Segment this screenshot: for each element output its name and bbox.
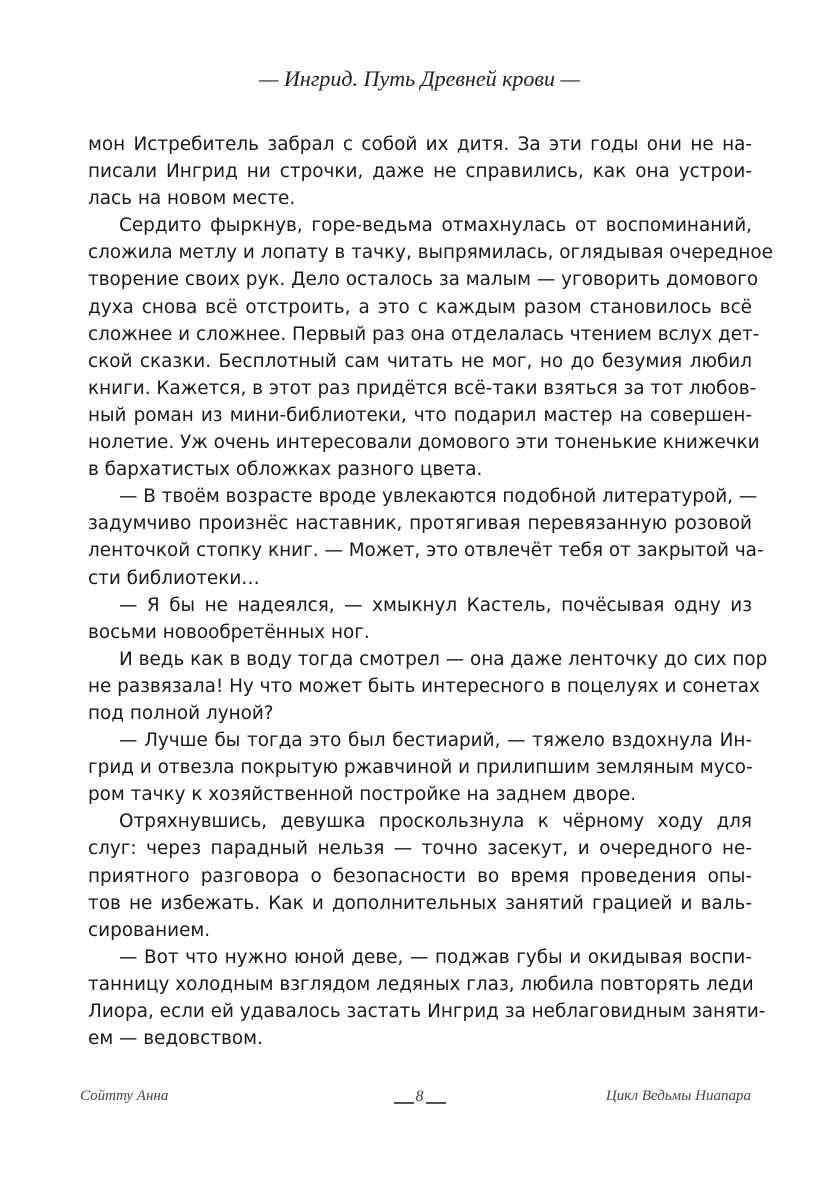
text-line: восьми новообретённых ног. <box>88 621 370 643</box>
footer-author: Сойтту Анна <box>80 1088 169 1104</box>
dash-left <box>394 1102 414 1104</box>
text-line: — Я бы не надеялся, — хмыкнул Кастель, почёсывая одну из <box>119 594 752 616</box>
text-line: задумчиво произнёс наставник, протягивая перевязанную розовой <box>88 513 752 535</box>
text-line: приятного разговора о безопасности во время проведения опы- <box>88 865 752 887</box>
text-line: писали Ингрид ни строчки, даже не справились, как она устрои- <box>88 161 752 183</box>
text-line: нолетие. Уж очень интересовали домового эти тоненькие книжечки <box>88 432 760 454</box>
text-line: не развязала! Ну что может быть интересного в поцелуях и сонетах <box>88 675 760 697</box>
body-text <box>88 131 773 1052</box>
text-line: — В твоём возрасте вроде увлекаются подобной литературой, — <box>119 486 758 508</box>
text-line: Сердито фыркнув, горе-ведьма отмахнулась от воспоминаний, <box>119 215 752 237</box>
text-line: — Лучше бы тогда это был бестиарий, — тяжело вздохнула Ин- <box>119 730 752 752</box>
text-line: — Вот что нужно юной деве, — поджав губы и окидывая воспи- <box>119 946 752 968</box>
text-line: ской сказки. Бесплотный сам читать не мог, но до безумия любил <box>88 350 752 372</box>
text-line: сти библиотеки… <box>88 567 260 589</box>
text-line: сложнее и сложнее. Первый раз она отделалась чтением вслух дет- <box>88 323 760 345</box>
text-line: ем — ведовством. <box>88 1028 263 1050</box>
text-line: грид и отвезла покрытую ржавчиной и прилипшим земляным мусо- <box>88 757 753 779</box>
text-line: лась на новом месте. <box>88 188 296 210</box>
text-line: сированием. <box>88 919 211 941</box>
running-header: — Ингрид. Путь Древней крови — <box>258 66 581 91</box>
footer-series: Цикл Ведьмы Ниапара <box>605 1088 751 1104</box>
text-line: Отряхнувшись, девушка проскользнула к чёрному ходу для <box>119 811 752 833</box>
text-line: сложила метлу и лопату в тачку, выпрямилась, оглядывая очередное <box>88 242 773 264</box>
text-line: ленточкой стопку книг. — Может, это отвлечёт тебя от закрытой ча- <box>88 540 764 562</box>
text-line: ром тачку к хозяйственной постройке на заднем дворе. <box>88 784 637 806</box>
text-line: слуг: через парадный нельзя — точно засекут, и очередного не- <box>88 838 752 860</box>
text-line: танницу холодным взглядом ледяных глаз, любила повторять леди <box>88 973 754 995</box>
text-line: Лиора, если ей удавалось застать Ингрид за неблаговидным заняти- <box>88 1001 766 1022</box>
text-line: мон Истребитель забрал с собой их дитя. За эти годы они не на- <box>88 134 752 155</box>
text-line: в бархатистых обложках разного цвета. <box>88 459 483 481</box>
dash-right <box>426 1102 446 1104</box>
page-number-value: 8 <box>415 1088 424 1105</box>
text-line: книги. Кажется, в этот раз придётся всё-таки взяться за тот любов- <box>88 377 757 399</box>
text-line: духа снова всё отстроить, а это с каждым разом становилось всё <box>88 296 752 318</box>
text-line: тов не избежать. Как и дополнительных занятий грацией и валь- <box>88 892 752 914</box>
text-line: творение своих рук. Дело осталось за малым — уговорить домового <box>88 269 759 291</box>
text-line: И ведь как в воду тогда смотрел — она даже ленточку до сих пор <box>119 648 768 670</box>
text-line: ный роман из мини-библиотеки, что подарил мастер на совершен- <box>88 404 752 426</box>
text-line: под полной луной? <box>88 702 274 724</box>
